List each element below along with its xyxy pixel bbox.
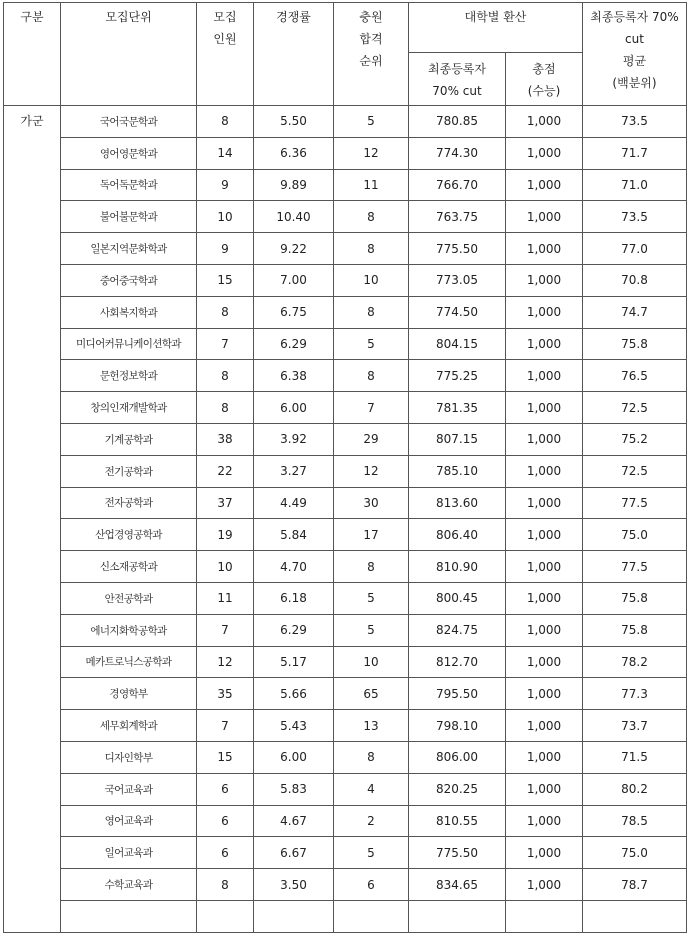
rank-cell: 17 bbox=[334, 519, 409, 551]
conversion-total-cell: 1,000 bbox=[506, 296, 583, 328]
header-conversion-total-line1: 총점 bbox=[532, 62, 556, 76]
conversion-cut-cell: 775.25 bbox=[409, 360, 506, 392]
competition-cell: 4.70 bbox=[254, 551, 334, 583]
header-competition: 경쟁률 bbox=[254, 3, 334, 106]
department-cell: 일본지역문화학과 bbox=[61, 233, 197, 265]
empty-cell bbox=[583, 900, 687, 932]
header-quota-line1: 모집 bbox=[213, 10, 237, 24]
conversion-cut-cell: 812.70 bbox=[409, 646, 506, 678]
table-row bbox=[4, 582, 687, 614]
conversion-total-cell: 1,000 bbox=[506, 169, 583, 201]
quota-cell: 15 bbox=[197, 741, 254, 773]
table-header bbox=[4, 3, 687, 106]
conversion-cut-cell: 804.15 bbox=[409, 328, 506, 360]
header-rank-line1: 충원 bbox=[359, 10, 383, 24]
table-row bbox=[4, 106, 687, 138]
header-quota-line2: 인원 bbox=[213, 32, 237, 46]
empty-cell bbox=[334, 900, 409, 932]
conversion-total-cell: 1,000 bbox=[506, 614, 583, 646]
quota-cell: 9 bbox=[197, 169, 254, 201]
conversion-cut-cell: 820.25 bbox=[409, 773, 506, 805]
competition-cell: 5.43 bbox=[254, 710, 334, 742]
rank-cell: 2 bbox=[334, 805, 409, 837]
conversion-cut-cell: 763.75 bbox=[409, 201, 506, 233]
conversion-cut-cell: 800.45 bbox=[409, 582, 506, 614]
percentile-cell: 73.5 bbox=[583, 106, 687, 138]
rank-cell: 11 bbox=[334, 169, 409, 201]
conversion-cut-cell: 775.50 bbox=[409, 837, 506, 869]
percentile-cell: 75.0 bbox=[583, 837, 687, 869]
table-row bbox=[4, 519, 687, 551]
competition-cell: 9.22 bbox=[254, 233, 334, 265]
group-cell: 가군 bbox=[4, 106, 61, 933]
quota-cell: 6 bbox=[197, 773, 254, 805]
rank-cell: 10 bbox=[334, 264, 409, 296]
quota-cell: 11 bbox=[197, 582, 254, 614]
rank-cell: 5 bbox=[334, 328, 409, 360]
rank-cell: 8 bbox=[334, 233, 409, 265]
department-cell: 사회복지학과 bbox=[61, 296, 197, 328]
table-row bbox=[4, 773, 687, 805]
conversion-total-cell: 1,000 bbox=[506, 137, 583, 169]
conversion-cut-cell: 766.70 bbox=[409, 169, 506, 201]
competition-cell: 6.18 bbox=[254, 582, 334, 614]
rank-cell: 8 bbox=[334, 201, 409, 233]
percentile-cell: 74.7 bbox=[583, 296, 687, 328]
conversion-cut-cell: 775.50 bbox=[409, 233, 506, 265]
conversion-cut-cell: 773.05 bbox=[409, 264, 506, 296]
table-row bbox=[4, 869, 687, 901]
rank-cell: 30 bbox=[334, 487, 409, 519]
department-cell: 기계공학과 bbox=[61, 423, 197, 455]
rank-cell: 8 bbox=[334, 741, 409, 773]
percentile-cell: 70.8 bbox=[583, 264, 687, 296]
table-row bbox=[4, 328, 687, 360]
competition-cell: 9.89 bbox=[254, 169, 334, 201]
rank-cell: 8 bbox=[334, 551, 409, 583]
department-cell: 디자인학부 bbox=[61, 741, 197, 773]
table-row bbox=[4, 741, 687, 773]
conversion-total-cell: 1,000 bbox=[506, 328, 583, 360]
department-cell: 창의인재개발학과 bbox=[61, 392, 197, 424]
table-row bbox=[4, 296, 687, 328]
header-percentile-line4: (백분위) bbox=[612, 76, 657, 90]
competition-cell: 5.66 bbox=[254, 678, 334, 710]
header-quota bbox=[197, 3, 254, 106]
conversion-total-cell: 1,000 bbox=[506, 487, 583, 519]
conversion-cut-cell: 806.40 bbox=[409, 519, 506, 551]
empty-cell bbox=[506, 900, 583, 932]
conversion-total-cell: 1,000 bbox=[506, 519, 583, 551]
quota-cell: 8 bbox=[197, 296, 254, 328]
table-row bbox=[4, 646, 687, 678]
conversion-total-cell: 1,000 bbox=[506, 106, 583, 138]
conversion-cut-cell: 795.50 bbox=[409, 678, 506, 710]
quota-cell: 35 bbox=[197, 678, 254, 710]
department-cell: 국어교육과 bbox=[61, 773, 197, 805]
quota-cell: 8 bbox=[197, 392, 254, 424]
conversion-total-cell: 1,000 bbox=[506, 392, 583, 424]
empty-cell bbox=[254, 900, 334, 932]
header-conversion: 대학별 환산 bbox=[409, 3, 583, 53]
conversion-cut-cell: 824.75 bbox=[409, 614, 506, 646]
conversion-cut-cell: 806.00 bbox=[409, 741, 506, 773]
percentile-cell: 77.3 bbox=[583, 678, 687, 710]
header-conversion-cut-line1: 최종등록자 bbox=[428, 62, 486, 76]
conversion-cut-cell: 813.60 bbox=[409, 487, 506, 519]
rank-cell: 12 bbox=[334, 137, 409, 169]
conversion-cut-cell: 781.35 bbox=[409, 392, 506, 424]
percentile-cell: 80.2 bbox=[583, 773, 687, 805]
conversion-cut-cell: 807.15 bbox=[409, 423, 506, 455]
conversion-total-cell: 1,000 bbox=[506, 455, 583, 487]
rank-cell: 5 bbox=[334, 582, 409, 614]
header-conversion-total-line2: (수능) bbox=[527, 84, 561, 98]
table-row bbox=[4, 678, 687, 710]
department-cell: 에너지화학공학과 bbox=[61, 614, 197, 646]
percentile-cell: 73.7 bbox=[583, 710, 687, 742]
rank-cell: 6 bbox=[334, 869, 409, 901]
competition-cell: 4.49 bbox=[254, 487, 334, 519]
quota-cell: 9 bbox=[197, 233, 254, 265]
department-cell: 영어영문학과 bbox=[61, 137, 197, 169]
conversion-total-cell: 1,000 bbox=[506, 582, 583, 614]
department-cell: 국어국문학과 bbox=[61, 106, 197, 138]
rank-cell: 5 bbox=[334, 837, 409, 869]
percentile-cell: 78.5 bbox=[583, 805, 687, 837]
percentile-cell: 78.7 bbox=[583, 869, 687, 901]
department-cell: 독어독문학과 bbox=[61, 169, 197, 201]
percentile-cell: 77.5 bbox=[583, 487, 687, 519]
percentile-cell: 77.0 bbox=[583, 233, 687, 265]
quota-cell: 38 bbox=[197, 423, 254, 455]
conversion-total-cell: 1,000 bbox=[506, 869, 583, 901]
competition-cell: 5.50 bbox=[254, 106, 334, 138]
conversion-total-cell: 1,000 bbox=[506, 233, 583, 265]
percentile-cell: 78.2 bbox=[583, 646, 687, 678]
table-row bbox=[4, 487, 687, 519]
conversion-cut-cell: 810.90 bbox=[409, 551, 506, 583]
table-row bbox=[4, 264, 687, 296]
conversion-total-cell: 1,000 bbox=[506, 423, 583, 455]
quota-cell: 14 bbox=[197, 137, 254, 169]
department-cell: 일어교육과 bbox=[61, 837, 197, 869]
percentile-cell: 75.8 bbox=[583, 614, 687, 646]
competition-cell: 5.17 bbox=[254, 646, 334, 678]
quota-cell: 22 bbox=[197, 455, 254, 487]
table-row bbox=[4, 837, 687, 869]
quota-cell: 10 bbox=[197, 201, 254, 233]
header-unit: 모집단위 bbox=[61, 3, 197, 106]
rank-cell: 5 bbox=[334, 614, 409, 646]
conversion-cut-cell: 774.50 bbox=[409, 296, 506, 328]
admission-results-table bbox=[3, 2, 687, 933]
department-cell: 중어중국학과 bbox=[61, 264, 197, 296]
conversion-total-cell: 1,000 bbox=[506, 773, 583, 805]
conversion-total-cell: 1,000 bbox=[506, 264, 583, 296]
header-percentile-line1: 최종등록자 70% bbox=[590, 10, 679, 24]
header-conversion-cut bbox=[409, 53, 506, 106]
percentile-cell: 76.5 bbox=[583, 360, 687, 392]
percentile-cell: 72.5 bbox=[583, 392, 687, 424]
rank-cell: 7 bbox=[334, 392, 409, 424]
rank-cell: 13 bbox=[334, 710, 409, 742]
percentile-cell: 77.5 bbox=[583, 551, 687, 583]
quota-cell: 15 bbox=[197, 264, 254, 296]
header-percentile-line3: 평균 bbox=[622, 54, 647, 68]
table-row bbox=[4, 455, 687, 487]
quota-cell: 19 bbox=[197, 519, 254, 551]
table-row bbox=[4, 710, 687, 742]
competition-cell: 4.67 bbox=[254, 805, 334, 837]
department-cell: 불어불문학과 bbox=[61, 201, 197, 233]
quota-cell: 7 bbox=[197, 614, 254, 646]
rank-cell: 8 bbox=[334, 296, 409, 328]
percentile-cell: 75.8 bbox=[583, 582, 687, 614]
department-cell: 전자공학과 bbox=[61, 487, 197, 519]
competition-cell: 6.38 bbox=[254, 360, 334, 392]
conversion-total-cell: 1,000 bbox=[506, 741, 583, 773]
department-cell: 영어교육과 bbox=[61, 805, 197, 837]
table-row bbox=[4, 423, 687, 455]
conversion-cut-cell: 780.85 bbox=[409, 106, 506, 138]
competition-cell: 6.00 bbox=[254, 392, 334, 424]
table-row bbox=[4, 201, 687, 233]
conversion-total-cell: 1,000 bbox=[506, 837, 583, 869]
conversion-total-cell: 1,000 bbox=[506, 551, 583, 583]
competition-cell: 6.36 bbox=[254, 137, 334, 169]
quota-cell: 8 bbox=[197, 360, 254, 392]
conversion-total-cell: 1,000 bbox=[506, 646, 583, 678]
quota-cell: 10 bbox=[197, 551, 254, 583]
department-cell: 안전공학과 bbox=[61, 582, 197, 614]
header-percentile bbox=[583, 3, 687, 106]
table-row bbox=[4, 360, 687, 392]
percentile-cell: 71.7 bbox=[583, 137, 687, 169]
competition-cell: 3.27 bbox=[254, 455, 334, 487]
competition-cell: 6.29 bbox=[254, 614, 334, 646]
conversion-cut-cell: 798.10 bbox=[409, 710, 506, 742]
percentile-cell: 72.5 bbox=[583, 455, 687, 487]
conversion-cut-cell: 810.55 bbox=[409, 805, 506, 837]
percentile-cell: 75.8 bbox=[583, 328, 687, 360]
empty-cell bbox=[61, 900, 197, 932]
quota-cell: 6 bbox=[197, 837, 254, 869]
competition-cell: 3.92 bbox=[254, 423, 334, 455]
header-rank-line3: 순위 bbox=[359, 54, 383, 68]
table-row bbox=[4, 900, 687, 932]
percentile-cell: 73.5 bbox=[583, 201, 687, 233]
department-cell: 메카트로닉스공학과 bbox=[61, 646, 197, 678]
department-cell: 미디어커뮤니케이션학과 bbox=[61, 328, 197, 360]
rank-cell: 12 bbox=[334, 455, 409, 487]
department-cell: 수학교육과 bbox=[61, 869, 197, 901]
header-conversion-cut-line2: 70% cut bbox=[432, 84, 482, 98]
department-cell: 산업경영공학과 bbox=[61, 519, 197, 551]
rank-cell: 8 bbox=[334, 360, 409, 392]
quota-cell: 7 bbox=[197, 710, 254, 742]
competition-cell: 5.84 bbox=[254, 519, 334, 551]
table-row bbox=[4, 392, 687, 424]
header-rank bbox=[334, 3, 409, 106]
competition-cell: 3.50 bbox=[254, 869, 334, 901]
competition-cell: 6.67 bbox=[254, 837, 334, 869]
header-percentile-line2: cut bbox=[625, 32, 644, 46]
department-cell: 신소재공학과 bbox=[61, 551, 197, 583]
conversion-total-cell: 1,000 bbox=[506, 201, 583, 233]
rank-cell: 65 bbox=[334, 678, 409, 710]
percentile-cell: 71.5 bbox=[583, 741, 687, 773]
empty-cell bbox=[197, 900, 254, 932]
rank-cell: 29 bbox=[334, 423, 409, 455]
department-cell: 문헌정보학과 bbox=[61, 360, 197, 392]
percentile-cell: 71.0 bbox=[583, 169, 687, 201]
table-row bbox=[4, 137, 687, 169]
conversion-cut-cell: 834.65 bbox=[409, 869, 506, 901]
conversion-cut-cell: 774.30 bbox=[409, 137, 506, 169]
department-cell: 세무회계학과 bbox=[61, 710, 197, 742]
competition-cell: 6.29 bbox=[254, 328, 334, 360]
header-group: 구분 bbox=[4, 3, 61, 106]
quota-cell: 6 bbox=[197, 805, 254, 837]
conversion-total-cell: 1,000 bbox=[506, 710, 583, 742]
percentile-cell: 75.2 bbox=[583, 423, 687, 455]
competition-cell: 10.40 bbox=[254, 201, 334, 233]
empty-cell bbox=[409, 900, 506, 932]
rank-cell: 4 bbox=[334, 773, 409, 805]
rank-cell: 5 bbox=[334, 106, 409, 138]
quota-cell: 8 bbox=[197, 106, 254, 138]
competition-cell: 6.00 bbox=[254, 741, 334, 773]
competition-cell: 6.75 bbox=[254, 296, 334, 328]
quota-cell: 37 bbox=[197, 487, 254, 519]
header-conversion-total bbox=[506, 53, 583, 106]
table-body bbox=[4, 106, 687, 933]
percentile-cell: 75.0 bbox=[583, 519, 687, 551]
table-row bbox=[4, 805, 687, 837]
conversion-total-cell: 1,000 bbox=[506, 678, 583, 710]
header-rank-line2: 합격 bbox=[359, 32, 383, 46]
table-row bbox=[4, 169, 687, 201]
table-row bbox=[4, 233, 687, 265]
conversion-total-cell: 1,000 bbox=[506, 805, 583, 837]
table-row bbox=[4, 551, 687, 583]
conversion-total-cell: 1,000 bbox=[506, 360, 583, 392]
quota-cell: 8 bbox=[197, 869, 254, 901]
quota-cell: 12 bbox=[197, 646, 254, 678]
competition-cell: 7.00 bbox=[254, 264, 334, 296]
department-cell: 전기공학과 bbox=[61, 455, 197, 487]
rank-cell: 10 bbox=[334, 646, 409, 678]
department-cell: 경영학부 bbox=[61, 678, 197, 710]
competition-cell: 5.83 bbox=[254, 773, 334, 805]
conversion-cut-cell: 785.10 bbox=[409, 455, 506, 487]
quota-cell: 7 bbox=[197, 328, 254, 360]
table-row bbox=[4, 614, 687, 646]
